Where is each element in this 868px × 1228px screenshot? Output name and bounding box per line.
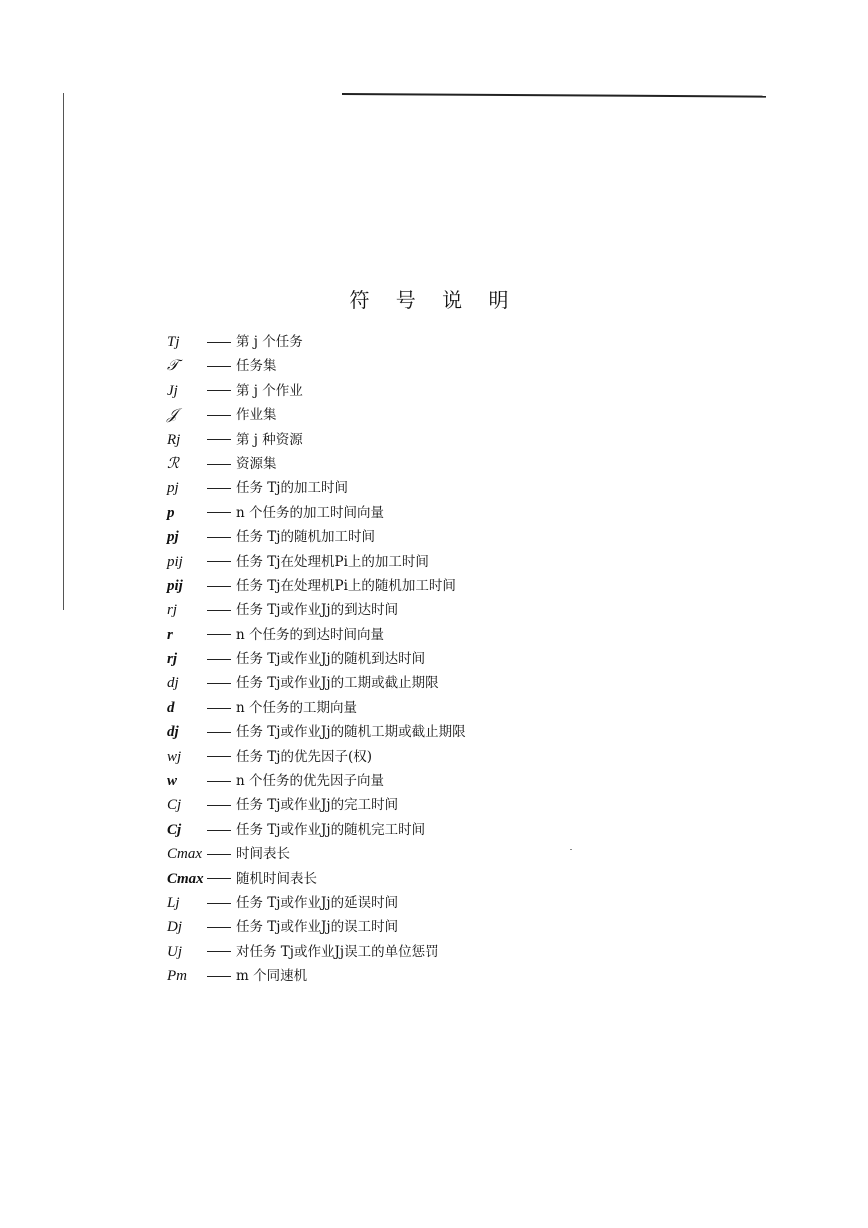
symbol-entry — [167, 842, 466, 866]
symbol-entry — [167, 647, 466, 671]
symbol-entry — [167, 915, 466, 939]
scan-speck — [570, 849, 572, 850]
em-dash-separator — [207, 708, 231, 709]
symbol-notation: rj — [167, 602, 178, 619]
em-dash-separator — [207, 366, 231, 367]
em-dash-separator — [207, 512, 231, 513]
symbol-description: m 个同速机 — [236, 968, 308, 985]
symbol-notation: pij — [167, 553, 183, 570]
symbol-description: 任务 Tj或作业Jj的随机工期或截止期限 — [236, 724, 466, 741]
symbol-entry — [167, 696, 466, 720]
symbol-description: n 个任务的加工时间向量 — [236, 504, 384, 521]
symbol-entry — [167, 550, 466, 574]
em-dash-separator — [207, 878, 231, 879]
symbol-notation: Cj — [167, 797, 182, 814]
symbol-entry — [167, 598, 466, 622]
symbol-description: 任务 Tj或作业Jj的误工时间 — [236, 919, 399, 936]
symbol-notation: Cmax — [167, 870, 204, 887]
symbol-description: 任务 Tj的优先因子(权) — [236, 748, 373, 765]
symbol-notation: Jj — [167, 382, 178, 399]
em-dash-separator — [207, 683, 231, 684]
symbol-entry — [167, 720, 466, 744]
symbol-entry — [167, 452, 466, 476]
symbol-description: 对任务 Tj或作业Jj误工的单位惩罚 — [236, 943, 439, 960]
left-margin-rule — [63, 93, 64, 610]
symbol-notation: d — [167, 699, 175, 716]
em-dash-separator — [207, 464, 231, 465]
symbol-description: 任务 Tj或作业Jj的延误时间 — [236, 894, 399, 911]
page-title: 符 号 说 明 — [349, 288, 519, 312]
symbol-entry — [167, 330, 466, 354]
em-dash-separator — [207, 951, 231, 952]
em-dash-separator — [207, 488, 231, 489]
em-dash-separator — [207, 830, 231, 831]
symbol-description: 任务 Tj在处理机Pi上的加工时间 — [236, 553, 429, 570]
symbol-description: 资源集 — [236, 455, 277, 472]
symbol-entry — [167, 574, 466, 598]
em-dash-separator — [207, 537, 231, 538]
symbol-description: 任务 Tj在处理机Pi上的随机加工时间 — [236, 577, 456, 594]
symbol-description: 任务集 — [236, 358, 277, 375]
em-dash-separator — [207, 732, 231, 733]
symbol-entry — [167, 745, 466, 769]
symbol-description: 任务 Tj或作业Jj的工期或截止期限 — [236, 675, 439, 692]
em-dash-separator — [207, 903, 231, 904]
symbol-entry — [167, 891, 466, 915]
symbol-description: 作业集 — [236, 407, 277, 424]
symbol-entry — [167, 867, 466, 891]
symbol-entry — [167, 525, 466, 549]
em-dash-separator — [207, 634, 231, 635]
symbol-description: n 个任务的到达时间向量 — [236, 626, 384, 643]
symbol-description: 任务 Tj或作业Jj的到达时间 — [236, 602, 399, 619]
em-dash-separator — [207, 390, 231, 391]
em-dash-separator — [207, 342, 231, 343]
symbol-entry — [167, 818, 466, 842]
symbol-description: n 个任务的优先因子向量 — [236, 773, 384, 790]
symbol-notation: 𝒥 — [167, 407, 178, 424]
em-dash-separator — [207, 659, 231, 660]
symbol-description: 随机时间表长 — [236, 870, 317, 887]
symbol-notation: Rj — [167, 431, 181, 448]
symbol-description: 第 j 种资源 — [236, 431, 303, 448]
symbol-description: 任务 Tj的随机加工时间 — [236, 529, 375, 546]
symbol-description: 任务 Tj的加工时间 — [236, 480, 348, 497]
em-dash-separator — [207, 756, 231, 757]
em-dash-separator — [207, 586, 231, 587]
symbol-notation: w — [167, 773, 178, 790]
em-dash-separator — [207, 561, 231, 562]
symbol-notation: Cmax — [167, 846, 202, 863]
symbol-notation: Pm — [167, 968, 187, 985]
symbol-notation: r — [167, 626, 173, 643]
symbol-description: 任务 Tj或作业Jj的完工时间 — [236, 797, 399, 814]
symbol-notation: wj — [167, 748, 182, 765]
symbol-description: 第 j 个任务 — [236, 334, 303, 350]
em-dash-separator — [207, 927, 231, 928]
symbol-notation: Dj — [167, 919, 182, 936]
em-dash-separator — [207, 415, 231, 416]
symbol-entry — [167, 964, 466, 988]
symbol-entry — [167, 671, 466, 695]
symbol-notation: pij — [167, 577, 183, 594]
symbol-notation: dj — [167, 724, 179, 741]
symbol-notation: p — [167, 504, 175, 521]
symbol-entry — [167, 501, 466, 525]
symbol-notation: Tj — [167, 334, 180, 350]
symbol-notation: 𝒯 — [167, 358, 179, 375]
symbol-notation: Uj — [167, 943, 182, 960]
symbol-entry — [167, 476, 466, 500]
symbol-notation: pj — [167, 480, 179, 497]
em-dash-separator — [207, 610, 231, 611]
symbol-description: 任务 Tj或作业Jj的随机完工时间 — [236, 821, 426, 838]
header-rule — [342, 93, 766, 98]
symbol-description: 第 j 个作业 — [236, 382, 303, 399]
symbol-description: 任务 Tj或作业Jj的随机到达时间 — [236, 651, 426, 668]
symbol-entry — [167, 354, 466, 378]
symbol-notation: Lj — [167, 894, 180, 911]
symbol-description: n 个任务的工期向量 — [236, 699, 357, 716]
symbol-entry — [167, 428, 466, 452]
em-dash-separator — [207, 781, 231, 782]
symbol-entry — [167, 403, 466, 427]
symbol-list — [167, 330, 466, 989]
symbol-entry — [167, 940, 466, 964]
symbol-notation: dj — [167, 675, 179, 692]
em-dash-separator — [207, 439, 231, 440]
symbol-description: 时间表长 — [236, 846, 290, 863]
em-dash-separator — [207, 805, 231, 806]
symbol-entry — [167, 769, 466, 793]
symbol-notation: rj — [167, 651, 178, 668]
em-dash-separator — [207, 854, 231, 855]
symbol-entry — [167, 379, 466, 403]
symbol-notation: Cj — [167, 821, 182, 838]
symbol-notation: ℛ — [167, 455, 179, 472]
em-dash-separator — [207, 976, 231, 977]
symbol-entry — [167, 623, 466, 647]
symbol-notation: pj — [167, 529, 179, 546]
symbol-entry — [167, 793, 466, 817]
